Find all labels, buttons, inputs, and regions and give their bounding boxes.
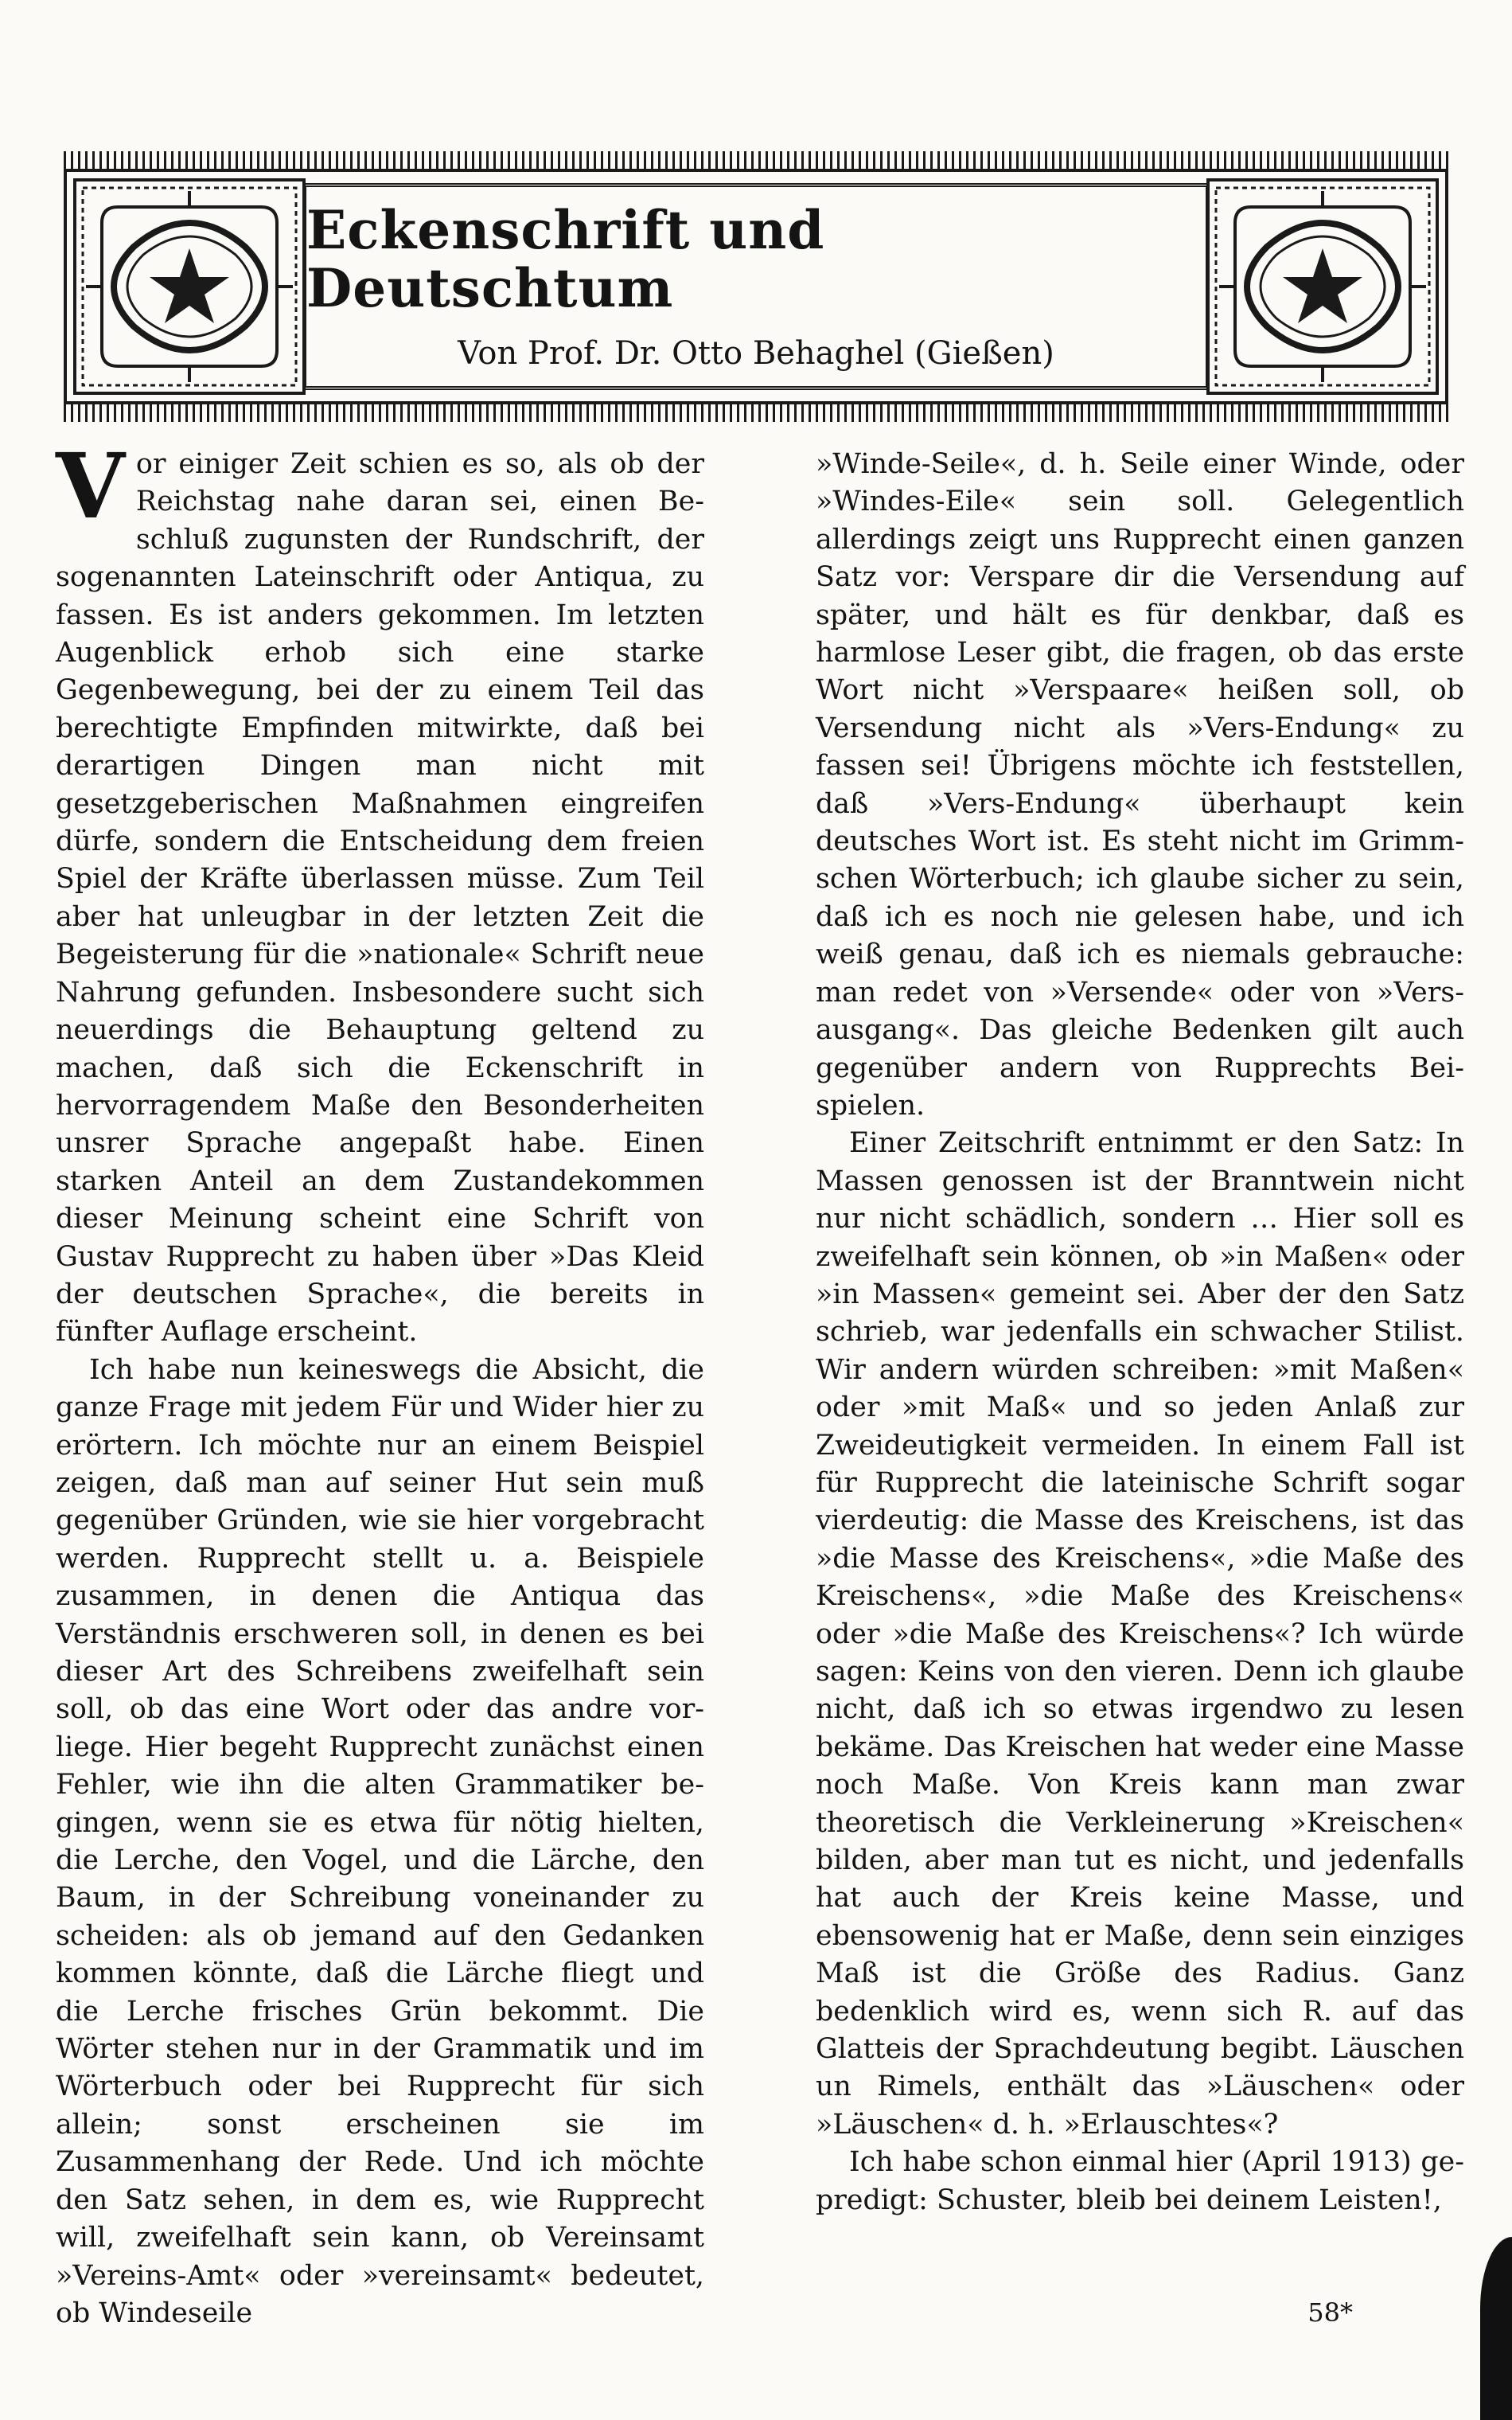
paragraph: Ich habe nun keineswegs die Absicht, die ganze Frage mit jedem Für und Wider hier zu erörtern. Ich möchte nur an einem Beispiel zeigen, daß man auf seiner Hut sein muß gegenüber Gründen, wie sie hier vorgebracht werden. Rupprecht stellt u. a. Beispiele zusammen, in denen die Antiqua das Verständnis erschweren soll, in denen es bei dieser Art des Schreibens zweifelhaft sein soll, ob das eine Wort oder das andre vorliege. Hier begeht Rupprecht zunächst einen Fehler, wie ihn die alten Grammatiker begingen, wenn sie es etwa für nötig hielten, die Lerche, den Vogel, und die Lärche, den Baum, in der Schreibung voneinander zu scheiden: als ob jemand auf den Gedanken kommen könnte, daß die Lärche fliegt und die Lerche frisches Grün bekommt. Die Wörter stehen nur in der Grammatik und im Wörterbuch oder bei Rupprecht für sich allein; sonst erscheinen sie im Zusammenhang der Rede. Und ich möchte den Satz sehen, in dem es, wie Rupprecht will, zweifelhaft sein kann, ob Vereinsamt »Vereins-Amt« oder »vereinsamt« bedeutet, ob Windeseile — [56, 1353, 704, 2329]
paragraph: Einer Zeitschrift entnimmt er den Satz: In Massen genossen ist der Branntwein nicht nur nicht schädlich, sondern … Hier soll es zweifelhaft sein können, ob »in Maßen« oder »in Massen« gemeint sei. Aber der den Satz schrieb, war jedenfalls ein schwacher Stilist. Wir andern würden schreiben: »mit Maßen« oder »mit Maß« und so jeden Anlaß zur Zweideutigkeit vermeiden. In einem Fall ist für Rupprecht die lateinische Schrift sogar vierdeutig: die Masse des Kreischens, ist das »die Masse des Kreischens«, »die Maße des Kreischens«, »die Maße des Kreischens« oder »die Maße des Kreischens«? Ich würde sagen: Keins von den vieren. Denn ich glaube nicht, daß ich so etwas irgendwo zu lesen bekäme. Das Kreischen hat weder eine Masse noch Maße. Von Kreis kann man zwar theoretisch die Verkleinerung »Kreischen« bilden, aber man tut es nicht, und jedenfalls hat auch der Kreis keine Masse, und ebensowenig hat er Maße, denn sein einziges Maß ist die Größe des Radius. Ganz bedenklich wird es, wenn sich R. auf das Glatteis der Sprachdeutung begibt. Läuschen un Rimels, enthält das »Läuschen« oder »Läuschen« d. h. »Erlauschtes«? — [816, 1127, 1464, 2141]
page-number: 58* — [1307, 2297, 1353, 2328]
paragraph-text: or einiger Zeit schien es so, als ob der Reichstag nahe daran sei, einen Beschluß zugunsten der Rundschrift, der sogenannten Lateinschrift oder Antiqua, zu fassen. Es ist anders gekommen. Im letzten Augenblick erhob sich eine starke Gegenbewegung, bei der zu einem Teil das berechtigte Empfinden mitwirkte, daß bei derartigen Dingen man nicht mit gesetzgeberischen Maßnahmen eingreifen dürfe, sondern die Entscheidung dem freien Spiel der Kräfte überlassen müsse. Zum Teil aber hat unleugbar in der letzten Zeit die Begeisterung für die »nationale« Schrift neue Nahrung gefunden. Insbesondere sucht sich neuerdings die Behauptung geltend zu machen, daß sich die Eckenschrift in hervorragendem Maße den Besonderheiten unsrer Sprache angepaßt habe. Einen starken Anteil an dem Zustandekommen dieser Meinung scheint eine Schrift von Gustav Rupprecht zu haben über »Das Kleid der deutschen Sprache«, die bereits in fünfter Auflage erscheint. — [56, 448, 704, 1349]
article-header — [64, 151, 1448, 422]
drop-cap: V — [56, 435, 125, 539]
title-box — [302, 183, 1210, 390]
article-title: Eckenschrift und Deutschtum — [306, 199, 825, 319]
article-byline: Von Prof. Dr. Otto Behaghel (Gießen) — [458, 334, 1054, 372]
paragraph: Ich habe schon einmal hier (April 1913) gepredigt: Schuster, bleib bei deinem Leisten!, — [816, 2146, 1464, 2216]
bottom-hatch-border — [64, 404, 1448, 422]
paragraph: »Winde-Seile«, d. h. Seile einer Winde, oder »Windes-Eile« sein soll. Gelegentlich allerdings zeigt uns Rupprecht einen ganzen Satz vor: Verspare dir die Versendung auf später, und hält es für denkbar, daß es harmlose Leser gibt, die fragen, ob das erste Wort nicht »Verspaare« heißen soll, ob Versendung nicht als »Vers-Endung« zu fassen sei! Übrigens möchte ich feststellen, daß »Vers-Endung« überhaupt kein deutsches Wort ist. Es steht nicht im Grimmschen Wörterbuch; ich glaube sicher zu sein, daß ich es noch nie gelesen habe, und ich weiß genau, daß ich es niemals gebrauche: man redet von »Versende« oder von »Versausgang«. Das gleiche Bedenken gilt auch gegenüber andern von Rupprechts Beispielen. — [816, 448, 1464, 1122]
right-column — [816, 446, 1464, 2285]
page-edge-shadow — [1480, 2237, 1512, 2420]
top-hatch-border — [64, 151, 1448, 169]
left-column — [56, 435, 704, 2329]
paragraph — [56, 435, 704, 1352]
star-ornament-icon — [70, 175, 309, 398]
star-ornament-icon — [1203, 175, 1442, 398]
